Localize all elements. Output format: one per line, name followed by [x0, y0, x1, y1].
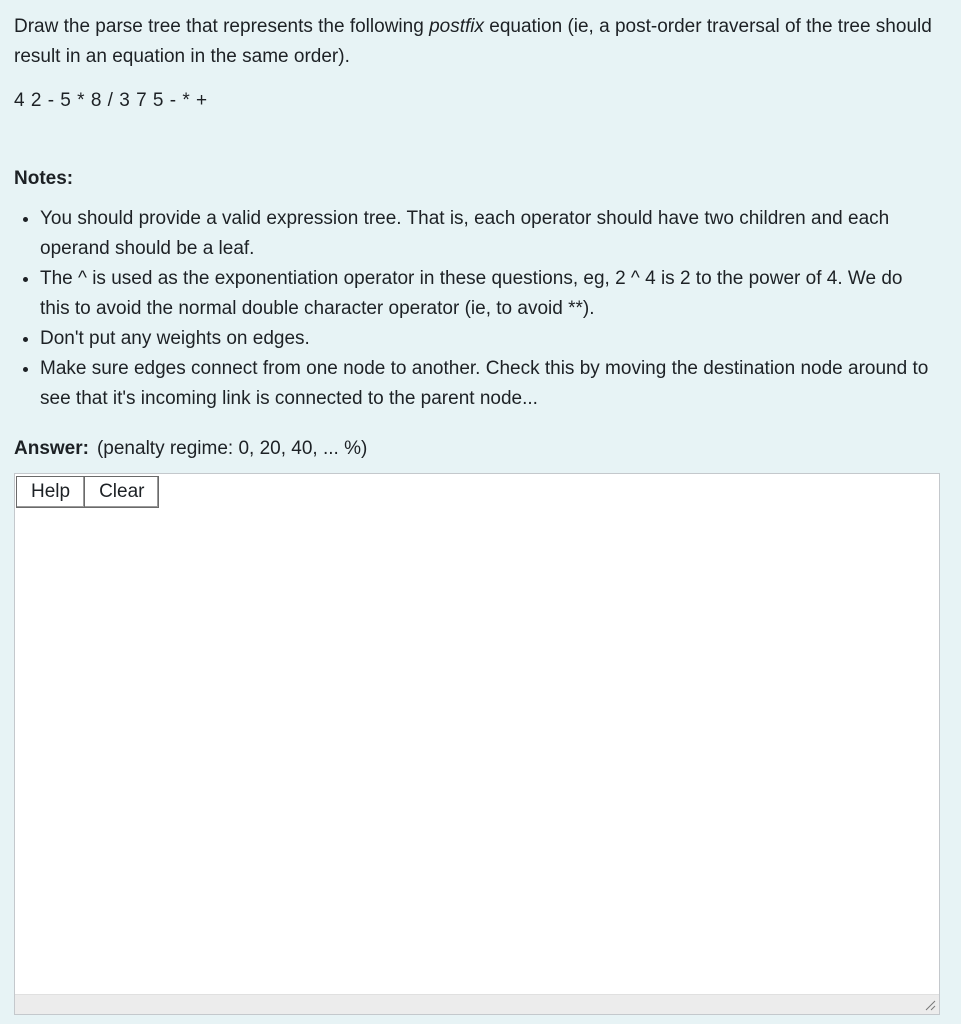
intro-emphasis: postfix [429, 16, 484, 37]
notes-heading: Notes: [14, 168, 74, 189]
note-item: • You should provide a valid expression tree. That is, each operator should have two children and each operand should be a leaf. [40, 204, 934, 264]
canvas-status-strip [15, 994, 939, 1014]
notes-list [14, 204, 934, 414]
resize-grip-icon[interactable] [924, 999, 936, 1011]
note-item: • Don't put any weights on edges. [40, 324, 934, 354]
postfix-equation: 4 2 - 5 * 8 / 3 7 5 - * + [14, 90, 208, 111]
note-item: • Make sure edges connect from one node to another. Check this by moving the destination node around to see that it's incoming link is connected to the parent node... [40, 354, 934, 414]
answer-label: Answer: [14, 438, 89, 459]
help-button[interactable]: Help [16, 476, 85, 508]
question-text [14, 12, 934, 414]
question-intro [14, 12, 934, 72]
intro-text-start: Draw the parse tree that represents the following [14, 16, 430, 37]
clear-button[interactable]: Clear [85, 476, 159, 508]
intro-text-end: equation (ie, a post-order traversal of the tree should result in an equation in the same order). [14, 16, 932, 67]
note-item: • The ^ is used as the exponentiation operator in these questions, eg, 2 ^ 4 is 2 to the power of 4. We do this to avoid the normal double character operator (ie, to avoid **). [40, 264, 934, 324]
answer-header [14, 434, 367, 464]
penalty-regime: (penalty regime: 0, 20, 40, ... %) [96, 438, 368, 459]
graph-editor-canvas[interactable] [14, 473, 940, 1015]
graph-toolbar [16, 476, 159, 508]
